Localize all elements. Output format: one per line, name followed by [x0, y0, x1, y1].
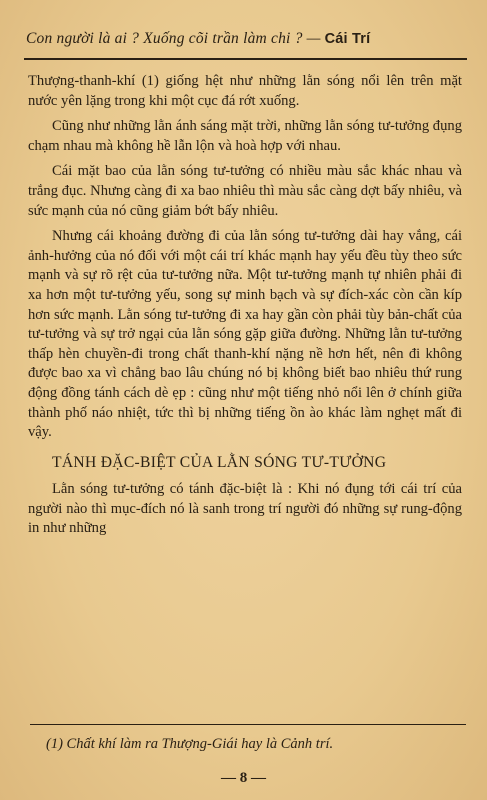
running-header-title: Con người là ai ? Xuống cõi trần làm chi ? —: [26, 30, 321, 47]
page-number: — 8 —: [221, 770, 266, 786]
page-body: [28, 72, 462, 545]
section-heading: TÁNH ĐẶC-BIỆT CỦA LẰN SÓNG TƯ-TƯỞNG: [52, 453, 387, 471]
header-rule: [24, 58, 467, 60]
running-header-author: Cái Trí: [324, 31, 371, 47]
paragraph-4: Nhưng cái khoảng đường đi của lằn sóng tư-tưởng dài hay vắng, cái ảnh-hưởng của nó đối với một cái trí khác mạnh hay yếu đều tùy theo sức mạnh và sự rõ rệt của tư-tưởng nữa. Một tư-tưởng mạnh tự nhiên phải đi xa hơn một tư-tưởng yếu, song sự minh bạch và sự đích-xác còn cần kíp hơn sức mạnh. Lằn sóng tư-tưởng đi xa hay gần còn phải tùy bản-chất của tư-tưởng và sự trở ngại của lằn sóng gặp giữa đường. Những lằn tư-tưởng thấp hèn chuyền-đi trong chất thanh-khí nặng nề hơn hết, nên đi không được bao xa vì chẳng bao lâu chúng nó bị không biết bao nhiêu thứ rung động đồng tánh cách dè ẹp : cũng như một tiếng nhỏ nổi lên ở chính giữa thành phố náo nhiệt, tức thì bị những tiếng ồn ào khác làm nghẹt mất đi vậy.: [28, 228, 462, 441]
footnote-rule: [30, 724, 466, 725]
paragraph-3: Cái mặt bao của lằn sóng tư-tưởng có nhiều màu sắc khác nhau và trắng đục. Nhưng càng đi xa bao nhiêu thì màu sắc càng dợt bấy nhiêu, và sức mạnh của nó cũng giảm bớt bấy nhiêu.: [28, 163, 462, 219]
paragraph-1: Thượng-thanh-khí (1) giống hệt như những lằn sóng nổi lên trên mặt nước yên lặng trong khi một cục đá rớt xuống.: [28, 73, 462, 109]
section-paragraph: Lằn sóng tư-tưởng có tánh đặc-biệt là : Khi nó đụng tới cái trí của người nào thì mục-đích nó là sanh trong trí người đó những sự rung-động in như những: [28, 481, 462, 537]
paragraph-2: Cũng như những lằn ánh sáng mặt trời, những lằn sóng tư-tưởng đụng chạm nhau mà không hề lẫn lộn và hoà hợp với nhau.: [28, 118, 462, 154]
running-header: [26, 30, 466, 48]
footnote: (1) Chất khí làm ra Thượng-Giái hay là Cảnh trí.: [46, 736, 334, 752]
